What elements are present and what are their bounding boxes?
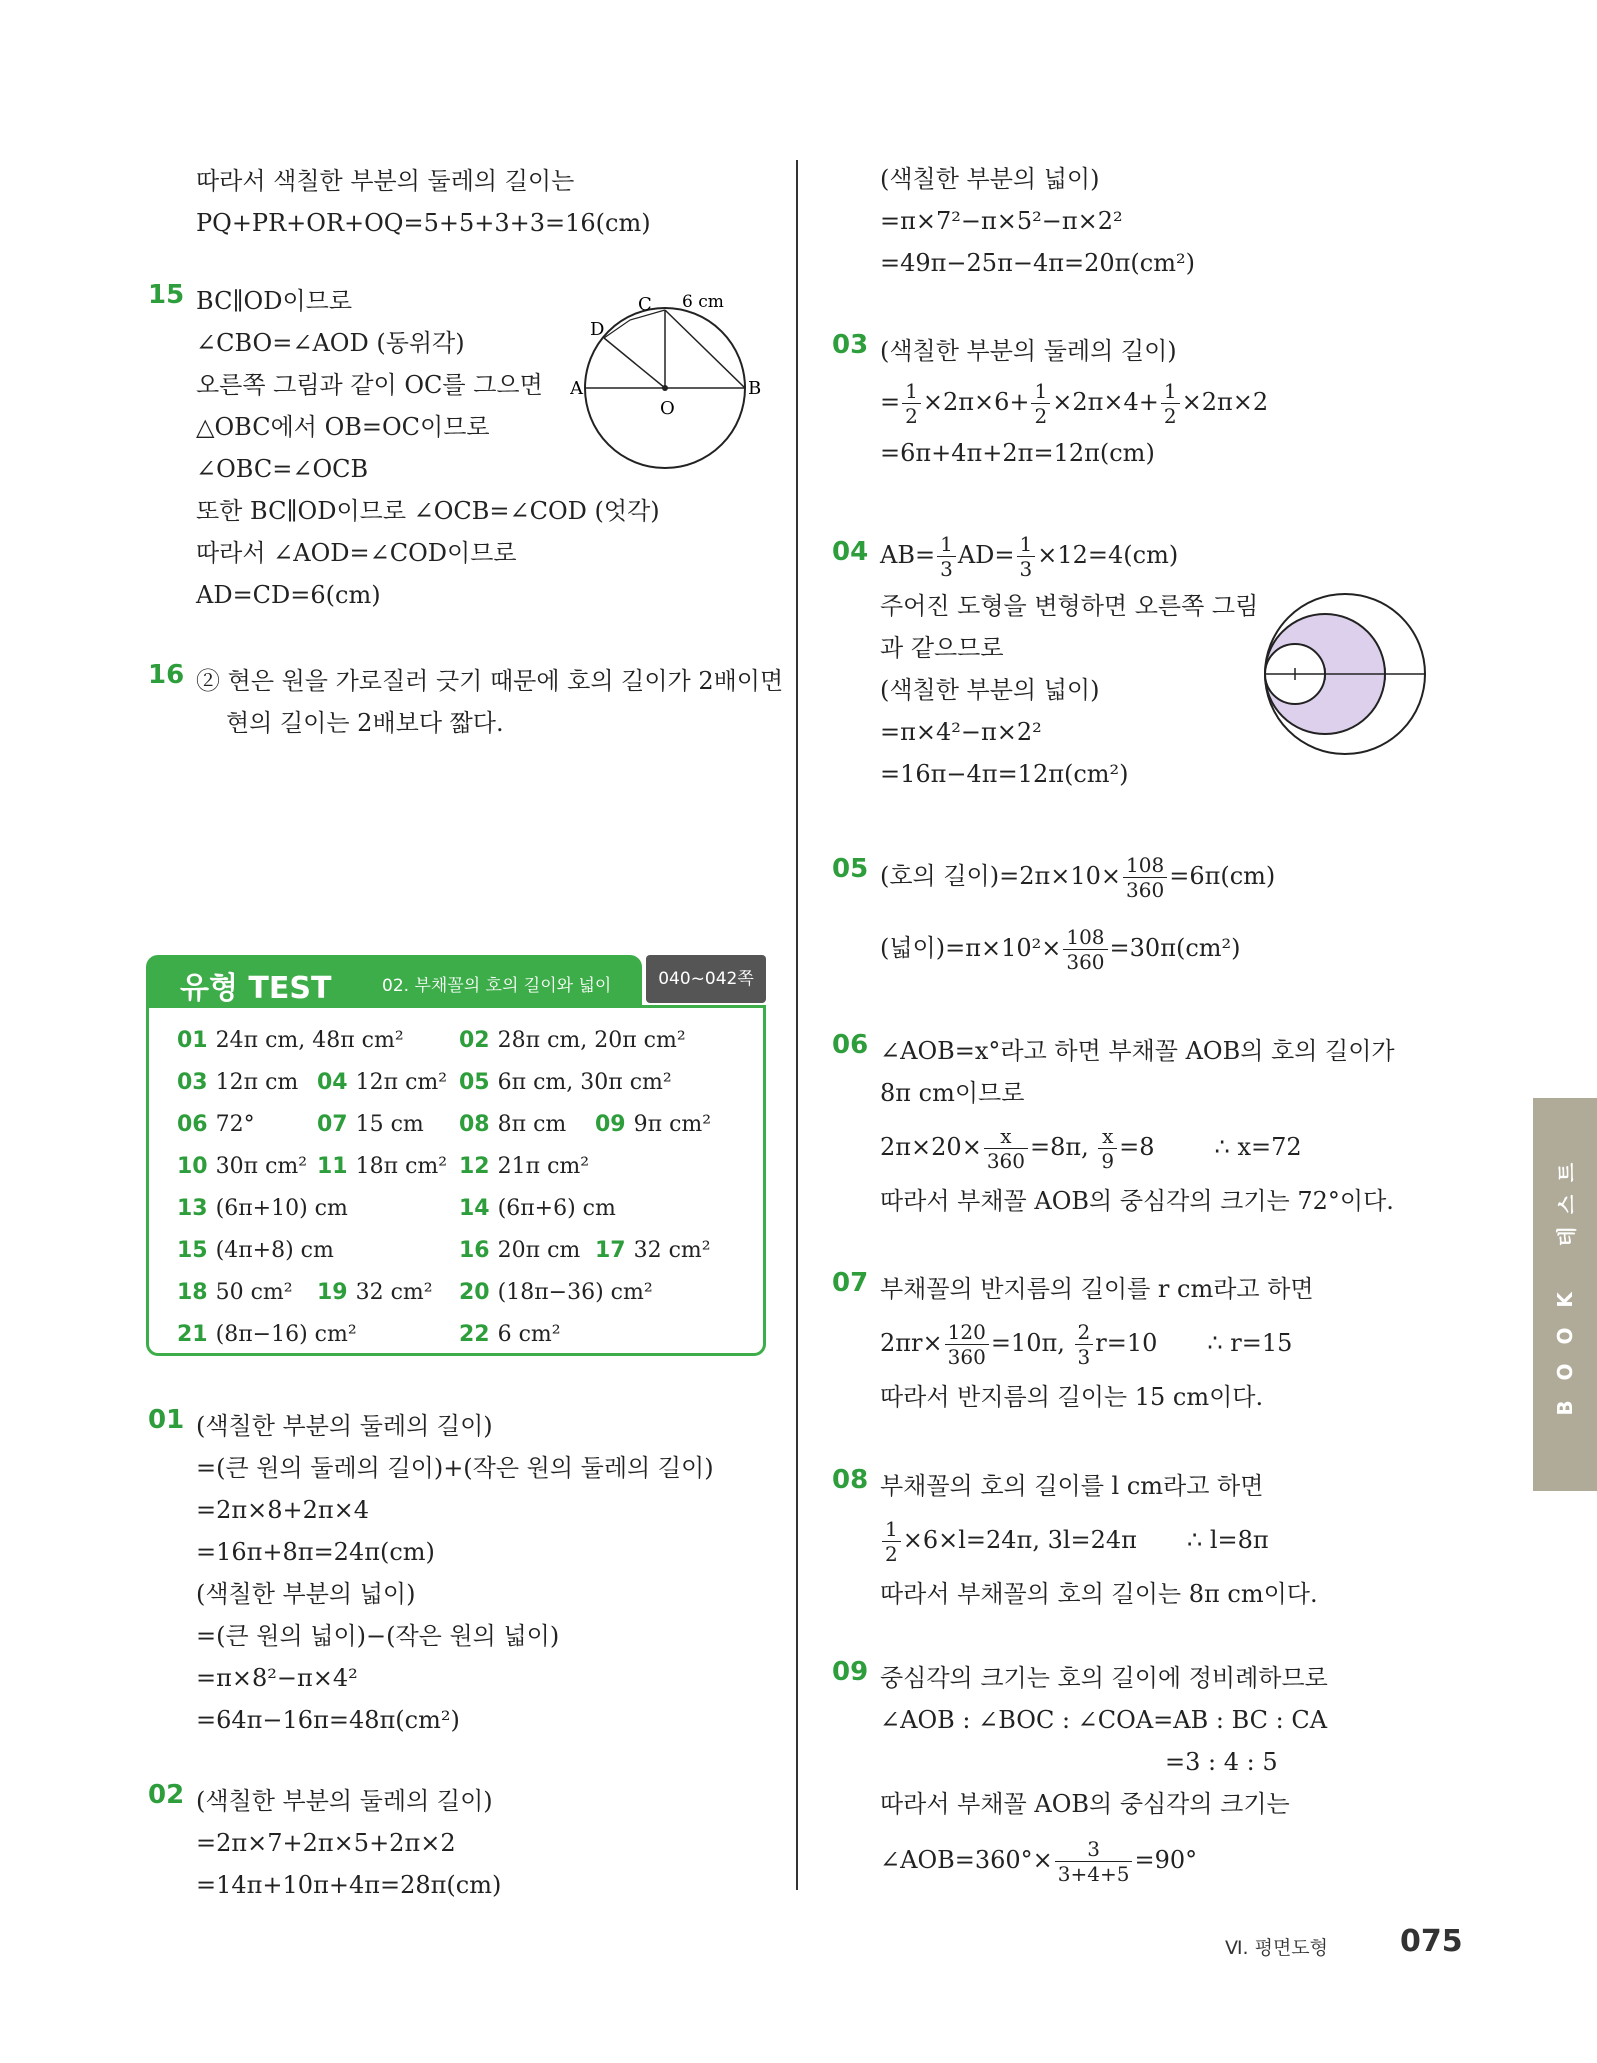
problem-number: 15 bbox=[148, 280, 185, 310]
text-line: 부채꼴의 반지름의 길이를 r cm라고 하면 bbox=[880, 1275, 1314, 1303]
fraction: $\frac{1}{3}$ bbox=[937, 532, 956, 581]
fraction: $\frac{3}{3+4+5}$ bbox=[1055, 1837, 1133, 1886]
problem-number: 09 bbox=[832, 1657, 869, 1687]
text-line: =16π−4π=12π(cm²) bbox=[880, 760, 1129, 788]
answer-item: 11 18π cm² bbox=[317, 1154, 448, 1179]
problem-number: 04 bbox=[832, 537, 869, 567]
side-tab-test-book: 트 스 테 K O O B bbox=[1533, 1098, 1597, 1491]
answer-item: 14 (6π+6) cm bbox=[459, 1196, 616, 1221]
problem-number: 16 bbox=[148, 660, 185, 690]
answer-item: 21 (8π−16) cm² bbox=[177, 1322, 357, 1347]
fraction: $\frac{x}{9}$ bbox=[1098, 1124, 1117, 1173]
answer-item: 20 (18π−36) cm² bbox=[459, 1280, 653, 1305]
answer-item: 15 (4π+8) cm bbox=[177, 1238, 334, 1263]
fraction: $\frac{1}{2}$ bbox=[1031, 379, 1050, 428]
text-line: (색칠한 부분의 둘레의 길이) bbox=[880, 337, 1177, 365]
text-line: (색칠한 부분의 넓이) bbox=[880, 676, 1100, 704]
fraction: $\frac{1}{2}$ bbox=[902, 379, 921, 428]
text-line: 따라서 색칠한 부분의 둘레의 길이는 bbox=[196, 167, 575, 195]
text-line: =π×4²−π×2² bbox=[880, 718, 1042, 746]
label-c: C bbox=[638, 294, 652, 315]
answer-item: 13 (6π+10) cm bbox=[177, 1196, 348, 1221]
answer-item: 12 21π cm² bbox=[459, 1154, 590, 1179]
text-line: (색칠한 부분의 둘레의 길이) bbox=[196, 1787, 493, 1815]
answer-item: 18 50 cm² bbox=[177, 1280, 293, 1305]
text-line: =π×8²−π×4² bbox=[196, 1664, 358, 1692]
answer-item: 16 20π cm bbox=[459, 1238, 581, 1263]
problem-number: 03 bbox=[832, 330, 869, 360]
label-b: B bbox=[748, 378, 762, 399]
text-line: 따라서 부채꼴 AOB의 중심각의 크기는 bbox=[880, 1790, 1290, 1818]
formula-line: 2π×20× $\frac{x}{360}$ =8π, $\frac{x}{9}$ =8 ∴ x=72 bbox=[880, 1124, 1302, 1173]
text-line: △OBC에서 OB=OC이므로 bbox=[196, 413, 490, 441]
label-d: D bbox=[590, 319, 605, 340]
formula-line: = $\frac{1}{2}$ ×2π×6+ $\frac{1}{2}$ ×2π×4+ $\frac{1}{2}$ ×2π×2 bbox=[880, 379, 1269, 428]
text-line: 과 같으므로 bbox=[880, 634, 1004, 662]
answer-item: 05 6π cm, 30π cm² bbox=[459, 1070, 672, 1095]
text-line: ② 현은 원을 가로질러 긋기 때문에 호의 길이가 2배이면 bbox=[196, 667, 784, 695]
text-line: ∠AOB=x°라고 하면 부채꼴 AOB의 호의 길이가 bbox=[880, 1037, 1395, 1065]
fraction: $\frac{108}{360}$ bbox=[1123, 853, 1167, 902]
text-line: 따라서 ∠AOD=∠COD이므로 bbox=[196, 539, 517, 567]
formula-line: $\frac{1}{2}$ ×6×l=24π, 3l=24π ∴ l=8π bbox=[880, 1507, 1472, 1573]
figure-04-circles bbox=[1235, 590, 1450, 760]
text-line: PQ+PR+OR+OQ=5+5+3+3=16(cm) bbox=[196, 209, 651, 237]
type-test-box bbox=[146, 955, 766, 1360]
text-line: 8π cm이므로 bbox=[880, 1079, 1025, 1107]
column-divider bbox=[796, 160, 798, 1890]
text-line: 또한 BC∥OD이므로 ∠OCB=∠COD (엇각) bbox=[196, 497, 660, 525]
page-range-badge: 040~042쪽 bbox=[646, 955, 766, 1003]
label-6cm: 6 cm bbox=[682, 292, 724, 312]
label-o: O bbox=[660, 398, 675, 419]
text-line: 부채꼴의 호의 길이를 l cm라고 하면 bbox=[880, 1472, 1264, 1500]
figure-15-circle bbox=[570, 290, 770, 470]
formula-line: (넓이)=π×10²× $\frac{108}{360}$ =30π(cm²) bbox=[880, 925, 1241, 974]
text-line: =49π−25π−4π=20π(cm²) bbox=[880, 249, 1195, 277]
formula-line: AB= $\frac{1}{3}$ AD= $\frac{1}{3}$ ×12=4(cm) bbox=[880, 532, 1179, 581]
text-line: =2π×7+2π×5+2π×2 bbox=[196, 1829, 456, 1857]
page-number: 075 bbox=[1400, 1924, 1463, 1959]
text-line: (색칠한 부분의 넓이) bbox=[880, 165, 1100, 193]
formula-line: ∠AOB=360°× $\frac{3}{3+4+5}$ =90° bbox=[880, 1837, 1198, 1886]
text-line: 중심각의 크기는 호의 길이에 정비례하므로 bbox=[880, 1664, 1328, 1692]
fraction: $\frac{108}{360}$ bbox=[1063, 925, 1107, 974]
chapter-label: Ⅵ. 평면도형 bbox=[1225, 1937, 1329, 1959]
fraction: $\frac{120}{360}$ bbox=[945, 1320, 989, 1369]
text-line: 오른쪽 그림과 같이 OC를 그으면 bbox=[196, 371, 543, 399]
text-line: =64π−16π=48π(cm²) bbox=[196, 1706, 460, 1734]
text-line: =2π×8+2π×4 bbox=[196, 1496, 370, 1524]
problem-number: 06 bbox=[832, 1030, 869, 1060]
text-line: BC∥OD이므로 bbox=[196, 287, 353, 315]
text-line: =(큰 원의 넓이)−(작은 원의 넓이) bbox=[196, 1622, 560, 1650]
text-line: 따라서 부채꼴의 호의 길이는 8π cm이다. bbox=[880, 1580, 1318, 1608]
answer-item: 10 30π cm² bbox=[177, 1154, 308, 1179]
label-a: A bbox=[570, 378, 583, 399]
fraction: $\frac{1}{2}$ bbox=[1161, 379, 1180, 428]
answer-item: 03 12π cm bbox=[177, 1070, 299, 1095]
problem-number: 05 bbox=[832, 854, 869, 884]
answer-item: 09 9π cm² bbox=[595, 1112, 712, 1137]
text-line: 따라서 부채꼴 AOB의 중심각의 크기는 72°이다. bbox=[880, 1187, 1394, 1215]
answer-item: 04 12π cm² bbox=[317, 1070, 448, 1095]
answer-item: 01 24π cm, 48π cm² bbox=[177, 1028, 404, 1053]
formula-line: 2πr× $\frac{120}{360}$ =10π, $\frac{2}{3}$ r=10 ∴ r=15 bbox=[880, 1320, 1293, 1369]
text-line: AD=CD=6(cm) bbox=[196, 581, 381, 609]
text-line: 현의 길이는 2배보다 짧다. bbox=[226, 709, 504, 737]
answer-item: 02 28π cm, 20π cm² bbox=[459, 1028, 686, 1053]
text-line: (색칠한 부분의 넓이) bbox=[196, 1580, 416, 1608]
answer-item: 17 32 cm² bbox=[595, 1238, 711, 1263]
answer-item: 08 8π cm bbox=[459, 1112, 567, 1137]
text-line: ∠OBC=∠OCB bbox=[196, 455, 369, 483]
problem-number: 07 bbox=[832, 1268, 869, 1298]
text-line: =6π+4π+2π=12π(cm) bbox=[880, 439, 1155, 467]
text-line: 따라서 반지름의 길이는 15 cm이다. bbox=[880, 1383, 1264, 1411]
text-line: =14π+10π+4π=28π(cm) bbox=[196, 1871, 502, 1899]
test-header bbox=[146, 955, 642, 1007]
problem-number: 01 bbox=[148, 1405, 185, 1435]
text-line: ∠AOB : ∠BOC : ∠COA=AB : BC : CA bbox=[880, 1706, 1328, 1734]
answer-item: 06 72° bbox=[177, 1112, 255, 1137]
problem-number: 08 bbox=[832, 1465, 869, 1495]
text-line: =π×7²−π×5²−π×2² bbox=[880, 207, 1123, 235]
fraction: $\frac{1}{3}$ bbox=[1017, 532, 1036, 581]
answer-grid bbox=[146, 1005, 766, 1356]
text-line: ∠CBO=∠AOD (동위각) bbox=[196, 329, 465, 357]
answer-item: 07 15 cm bbox=[317, 1112, 424, 1137]
answer-item: 19 32 cm² bbox=[317, 1280, 433, 1305]
problem-number: 02 bbox=[148, 1780, 185, 1810]
formula-line: (호의 길이)=2π×10× $\frac{108}{360}$ =6π(cm) bbox=[880, 853, 1276, 902]
text-line: =(큰 원의 둘레의 길이)+(작은 원의 둘레의 길이) bbox=[196, 1454, 714, 1482]
fraction: $\frac{x}{360}$ bbox=[984, 1124, 1028, 1173]
fraction: $\frac{2}{3}$ bbox=[1075, 1320, 1094, 1369]
test-subtitle: 02. 부채꼴의 호의 길이와 넓이 bbox=[382, 976, 612, 996]
text-line: =3 : 4 : 5 bbox=[1165, 1748, 1278, 1776]
test-title: 유형 TEST bbox=[180, 971, 332, 1006]
text-line: =16π+8π=24π(cm) bbox=[196, 1538, 435, 1566]
fraction: $\frac{1}{2}$ bbox=[882, 1517, 901, 1566]
text-line: 주어진 도형을 변형하면 오른쪽 그림 bbox=[880, 592, 1259, 620]
answer-item: 22 6 cm² bbox=[459, 1322, 561, 1347]
text-line: (색칠한 부분의 둘레의 길이) bbox=[196, 1412, 493, 1440]
